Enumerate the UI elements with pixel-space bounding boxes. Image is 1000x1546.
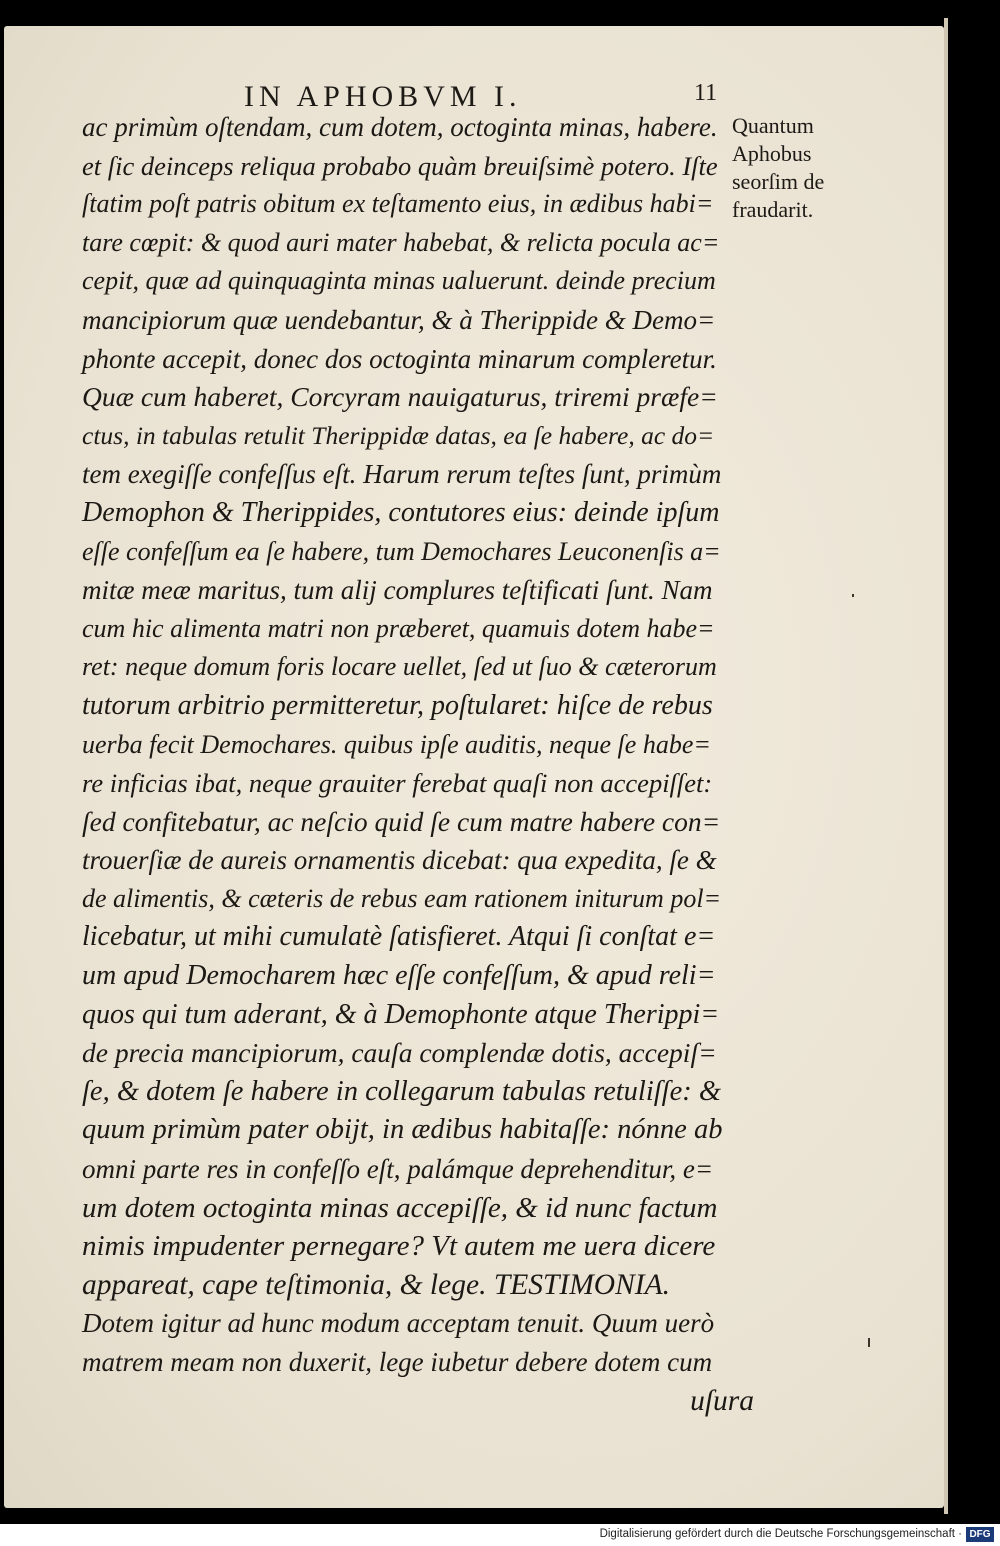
text-line: matrem meam non duxerit, lege iubetur debere dotem cum: [82, 1347, 713, 1377]
text-line: quum primùm pater obijt, in ædibus habitaſſe: nónne ab: [82, 1114, 723, 1146]
text-line: tare cœpit: & quod auri mater habebat, & relicta pocula ac=: [82, 227, 720, 257]
text-line: um dotem octoginta minas accepiſſe, & id nunc factum: [82, 1191, 718, 1224]
text-line: um apud Democharem hæc eſſe confeſſum, & apud reli=: [82, 960, 716, 992]
text-line: ac primùm oſtendam, cum dotem, octoginta minas, habere.: [82, 112, 718, 142]
page-edge: [944, 18, 948, 1514]
text-line: uerba fecit Demochares. quibus ipſe auditis, neque ſe habe=: [82, 729, 711, 759]
text-line: ret: neque domum foris locare uellet, ſed ut ſuo & cæterorum: [82, 652, 717, 682]
text-line: re inficias ibat, neque grauiter ferebat quaſi non accepiſſet:: [82, 768, 713, 799]
text-line: cum hic alimenta matri non præberet, quamuis dotem habe=: [82, 613, 715, 643]
text-line: et ſic deinceps reliqua probabo quàm breuiſsimè potero. Iſte: [82, 150, 718, 181]
text-line: de alimentis, & cæteris de rebus eam rationem initurum pol=: [82, 883, 722, 913]
marginal-note-line: Quantum: [732, 113, 814, 138]
text-line: mancipiorum quæ uendebantur, & à Therippide & Demo=: [82, 304, 716, 335]
text-line: Demophon & Therippides, contutores eius: deinde ipſum: [82, 496, 720, 528]
text-line: tem exegiſſe confeſſus eſt. Harum rerum teſtes ſunt, primùm: [82, 459, 722, 490]
text-line: ſed confitebatur, ac neſcio quid ſe cum matre habere con=: [82, 805, 721, 837]
text-line: eſſe confeſſum ea ſe habere, tum Demochares Leuconenſis a=: [82, 536, 721, 566]
ink-speck: [868, 1338, 870, 1347]
text-line: nimis impudenter pernegare? Vt autem me uera dicere: [82, 1230, 716, 1263]
text-line: licebatur, ut mihi cumulatè ſatisfieret. Atqui ſi conſtat e=: [82, 921, 716, 953]
text-line: ſtatim poſt patris obitum ex teſtamento eius, in ædibus habi=: [82, 189, 714, 219]
text-line: mitæ meæ maritus, tum alij complures teſtificati ſunt. Nam: [82, 575, 713, 606]
text-line: phonte accepit, donec dos octoginta minarum compleretur.: [82, 343, 717, 374]
marginal-note: [732, 112, 824, 224]
text-line: de precia mancipiorum, cauſa complendæ dotis, accepiſ=: [82, 1037, 717, 1069]
page-number: 11: [694, 80, 718, 106]
dfg-logo-icon: DFG: [966, 1527, 994, 1542]
text-line: appareat, cape teſtimonia, & lege. TESTIMONIA.: [82, 1268, 670, 1301]
text-line: quos qui tum aderant, & à Demophonte atque Therippi=: [82, 998, 720, 1030]
text-line: ctus, in tabulas retulit Therippidæ datas, ea ſe habere, ac do=: [82, 420, 715, 450]
catchword: uſura: [690, 1384, 754, 1417]
running-head: IN APHOBVM I.: [244, 80, 522, 113]
text-line: cepit, quæ ad quinquaginta minas ualuerunt. deinde precium: [82, 266, 716, 296]
digitization-footer: [0, 1524, 1000, 1546]
text-line: Quæ cum haberet, Corcyram nauigaturus, triremi præfe=: [82, 381, 718, 413]
text-line: Dotem igitur ad hunc modum acceptam tenuit. Quum uerò: [82, 1308, 715, 1339]
marginal-note-line: Aphobus: [732, 141, 812, 166]
funding-credit: Digitalisierung gefördert durch die Deutsche Forschungsgemeinschaft ·: [599, 1528, 962, 1540]
ink-speck: [852, 594, 854, 597]
main-text: [82, 108, 754, 1420]
text-line: trouerſiæ de aureis ornamentis dicebat: qua expedita, ſe &: [82, 845, 717, 876]
marginal-note-line: seorſim de: [732, 169, 825, 194]
text-line: ſe, & dotem ſe habere in collegarum tabulas retuliſſe: &: [82, 1075, 722, 1107]
text-line: tutorum arbitrio permitteretur, poſtularet: hiſce de rebus: [82, 689, 713, 721]
text-line: omni parte res in confeſſo eſt, palámque deprehenditur, e=: [82, 1154, 714, 1185]
marginal-note-line: fraudarit.: [732, 197, 814, 222]
